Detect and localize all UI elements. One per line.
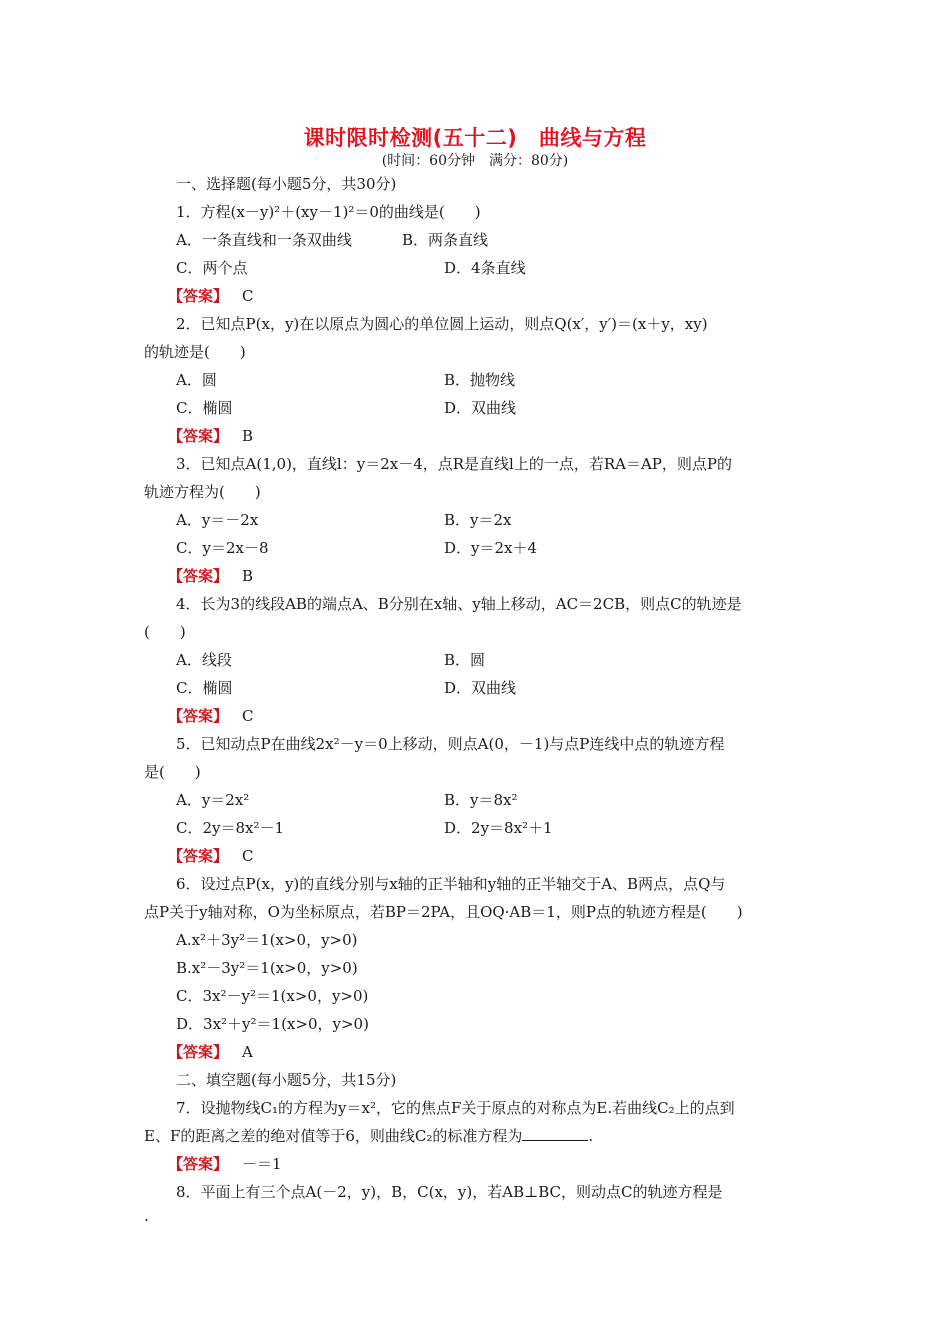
q2-option-b: B．抛物线 (444, 371, 516, 389)
answer-value: C (242, 287, 254, 305)
q8-stem-line2: . (144, 1207, 149, 1225)
q6-option-d: D．3x²＋y²＝1(x>0，y>0) (176, 1015, 369, 1033)
answer-value: C (242, 847, 254, 865)
q5-stem-line1: 5．已知动点P在曲线2x²－y＝0上移动，则点A(0，－1)与点P连线中点的轨迹方程 (176, 735, 725, 753)
q5-option-d: D．2y＝8x²＋1 (444, 819, 553, 837)
q1-option-b: B．两条直线 (402, 231, 489, 249)
answer-value: B (242, 427, 254, 445)
q5-option-a: A．y＝2x² (176, 791, 250, 809)
section-heading-choice: 一、选择题(每小题5分，共30分) (176, 175, 397, 193)
answer-tag: 【答案】 (168, 287, 229, 305)
q3-option-b: B．y＝2x (444, 511, 512, 529)
answer-tag: 【答案】 (168, 567, 229, 585)
page-subtitle: (时间：60分钟 满分：80分) (381, 153, 569, 169)
q7-stem-line1: 7．设抛物线C₁的方程为y＝x²，它的焦点F关于原点的对称点为E.若曲线C₂上的点到 (176, 1099, 735, 1117)
q5-stem-line2: 是( ) (144, 763, 201, 781)
q1-stem: 1．方程(x－y)²＋(xy－1)²＝0的曲线是( ) (176, 203, 481, 221)
q7-stem-end: . (588, 1127, 594, 1145)
q6-stem-line1: 6．设过点P(x，y)的直线分别与x轴的正半轴和y轴的正半轴交于A、B两点，点Q与 (176, 875, 726, 893)
q1-option-a: A．一条直线和一条双曲线 (176, 231, 352, 249)
q6-answer (168, 1042, 253, 1062)
q4-option-b: B．圆 (444, 651, 486, 669)
answer-tag: 【答案】 (168, 847, 229, 865)
q5-option-c: C．2y＝8x²－1 (176, 819, 285, 837)
q6-stem-line2: 点P关于y轴对称，O为坐标原点，若BP＝2PA，且OQ·AB＝1，则P点的轨迹方程是( ) (144, 903, 743, 921)
q4-answer (168, 706, 254, 726)
answer-tag: 【答案】 (168, 707, 229, 725)
q6-option-c: C．3x²－y²＝1(x>0，y>0) (176, 987, 369, 1005)
q5-option-b: B．y＝8x² (444, 791, 518, 809)
q8-stem-line1: 8．平面上有三个点A(－2，y)，B，C(x，y)，若AB⊥BC，则动点C的轨迹方程是 (176, 1183, 723, 1201)
answer-tag: 【答案】 (168, 427, 229, 445)
q2-answer (168, 426, 253, 446)
answer-value: A (242, 1043, 253, 1061)
q2-option-a: A．圆 (176, 371, 217, 389)
q2-option-c: C．椭圆 (176, 399, 233, 417)
q4-option-a: A．线段 (176, 651, 232, 669)
q1-option-c: C．两个点 (176, 259, 248, 277)
q3-option-a: A．y＝－2x (176, 511, 259, 529)
q4-stem-line1: 4．长为3的线段AB的端点A、B分别在x轴、y轴上移动，AC＝2CB，则点C的轨迹是 (176, 595, 742, 613)
q2-stem-line1: 2．已知点P(x，y)在以原点为圆心的单位圆上运动，则点Q(x′，y′)＝(x＋y，xy) (176, 315, 708, 333)
q1-answer (168, 286, 254, 306)
q2-option-d: D．双曲线 (444, 399, 517, 417)
q7-stem-line2 (144, 1126, 593, 1146)
page-title: 课时限时检测(五十二) 曲线与方程 (303, 126, 647, 150)
q3-answer (168, 566, 253, 586)
q6-option-b: B.x²－3y²＝1(x>0，y>0) (176, 959, 358, 977)
answer-value: C (242, 707, 254, 725)
q4-option-c: C．椭圆 (176, 679, 233, 697)
answer-tag: 【答案】 (168, 1043, 229, 1061)
answer-blank (522, 1126, 588, 1141)
q4-stem-line2: ( ) (144, 623, 186, 641)
q3-option-d: D．y＝2x＋4 (444, 539, 538, 557)
answer-value: －＝1 (242, 1155, 282, 1173)
q6-option-a: A.x²＋3y²＝1(x>0，y>0) (176, 931, 358, 949)
answer-value: B (242, 567, 254, 585)
section-heading-fill: 二、填空题(每小题5分，共15分) (176, 1071, 397, 1089)
q7-stem-text: E、F的距离之差的绝对值等于6，则曲线C₂的标准方程为 (144, 1127, 523, 1145)
answer-tag: 【答案】 (168, 1155, 229, 1173)
q2-stem-line2: 的轨迹是( ) (144, 343, 246, 361)
q3-option-c: C．y＝2x－8 (176, 539, 269, 557)
q7-answer (168, 1154, 282, 1174)
q3-stem-line2: 轨迹方程为( ) (144, 483, 261, 501)
q1-option-d: D．4条直线 (444, 259, 526, 277)
q4-option-d: D．双曲线 (444, 679, 517, 697)
q3-stem-line1: 3．已知点A(1,0)，直线l：y＝2x－4，点R是直线l上的一点，若RA＝AP，则点P的 (176, 455, 732, 473)
q5-answer (168, 846, 254, 866)
